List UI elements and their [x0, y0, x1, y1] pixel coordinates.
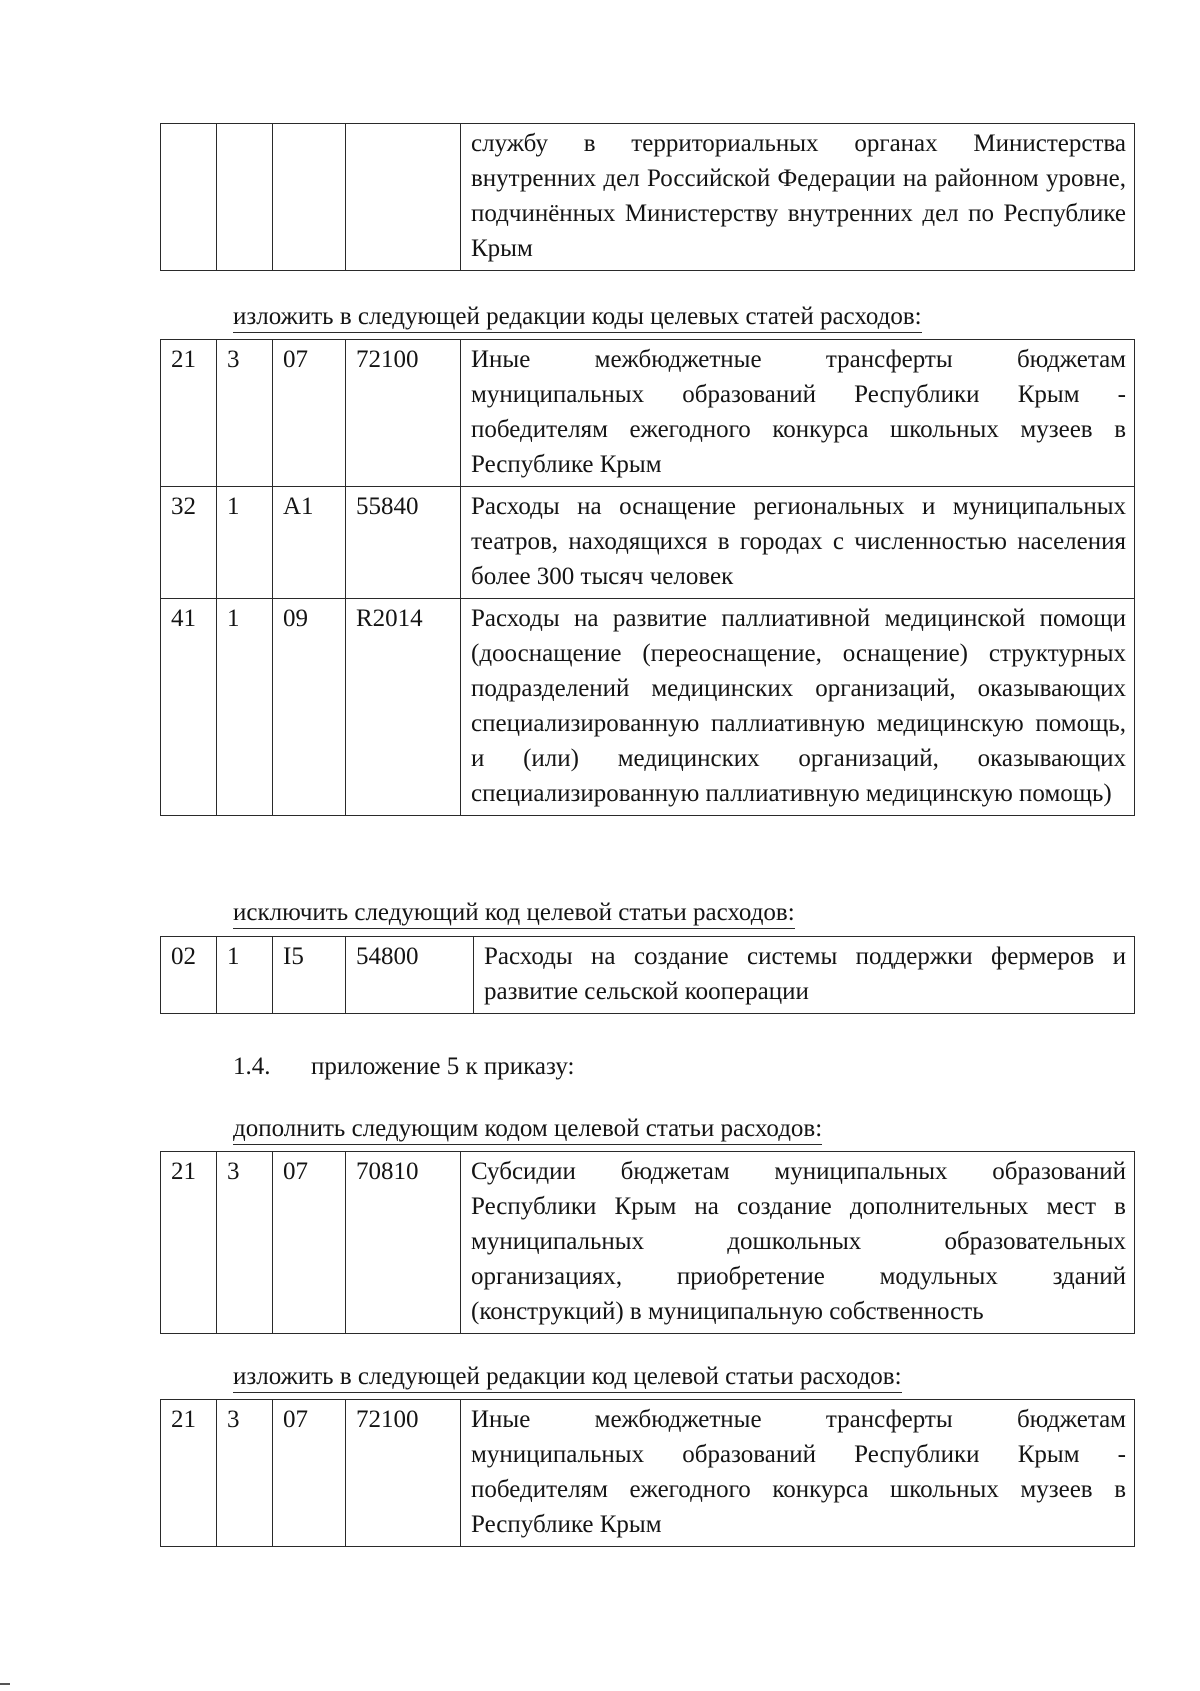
- table-row: [161, 599, 1135, 816]
- code-cell: 32: [161, 487, 217, 599]
- code-cell: 41: [161, 599, 217, 816]
- code-cell: 21: [161, 1152, 217, 1334]
- section-d-heading: изложить в следующей редакции код целевой статьи расходов:: [233, 1362, 902, 1393]
- code-cell: 02: [161, 937, 217, 1014]
- code-cell: 3: [217, 340, 273, 487]
- code-cell: [273, 124, 346, 271]
- description-cell: Иные межбюджетные трансферты бюджетам муниципальных образований Республики Крым - победителям ежегодного конкурса школьных музеев в Республике Крым: [461, 1400, 1135, 1547]
- table-row: [161, 487, 1135, 599]
- section-b-heading: исключить следующий код целевой статьи расходов:: [233, 898, 795, 929]
- continuation-table: [160, 123, 1135, 271]
- code-cell: 70810: [346, 1152, 461, 1334]
- section-c-table: [160, 1151, 1135, 1334]
- code-cell: 09: [273, 599, 346, 816]
- description-cell: Иные межбюджетные трансферты бюджетам муниципальных образований Республики Крым - победителям ежегодного конкурса школьных музеев в Республике Крым: [461, 340, 1135, 487]
- code-cell: 72100: [346, 1400, 461, 1547]
- description-cell: Расходы на оснащение региональных и муниципальных театров, находящихся в городах с численностью населения более 300 тысяч человек: [461, 487, 1135, 599]
- table-row: [161, 340, 1135, 487]
- code-cell: [217, 124, 273, 271]
- description-cell: Расходы на создание системы поддержки фермеров и развитие сельской кооперации: [474, 937, 1135, 1014]
- code-cell: 21: [161, 340, 217, 487]
- code-cell: 07: [273, 340, 346, 487]
- code-cell: 07: [273, 1400, 346, 1547]
- description-cell: службу в территориальных органах Министерства внутренних дел Российской Федерации на районном уровне, подчинённых Министерству внутренних дел по Республике Крым: [461, 124, 1135, 271]
- code-cell: 21: [161, 1400, 217, 1547]
- section-b-table: [160, 936, 1135, 1014]
- code-cell: 1: [217, 487, 273, 599]
- code-cell: 55840: [346, 487, 461, 599]
- description-cell: Субсидии бюджетам муниципальных образований Республики Крым на создание дополнительных мест в муниципальных дошкольных образовательных организациях, приобретение модульных зданий (конструкций) в муниципальную собственность: [461, 1152, 1135, 1334]
- code-cell: 3: [217, 1400, 273, 1547]
- item-number: 1.4.: [233, 1053, 271, 1080]
- section-a-table: [160, 339, 1135, 816]
- section-c-heading: дополнить следующим кодом целевой статьи расходов:: [233, 1114, 822, 1145]
- code-cell: [346, 124, 461, 271]
- scan-edge-mark: [0, 1683, 10, 1685]
- description-cell: Расходы на развитие паллиативной медицинской помощи (дооснащение (переоснащение, оснащение) структурных подразделений медицинских организаций, оказывающих специализированную паллиативную медицинскую помощь, и (или) медицинских организаций, оказывающих специализированную паллиативную медицинскую помощь): [461, 599, 1135, 816]
- code-cell: I5: [273, 937, 346, 1014]
- code-cell: 1: [217, 937, 273, 1014]
- section-a-heading: изложить в следующей редакции коды целевых статей расходов:: [233, 302, 922, 333]
- code-cell: 54800: [346, 937, 474, 1014]
- table-row: [161, 124, 1135, 271]
- table-row: [161, 1400, 1135, 1547]
- table-row: [161, 1152, 1135, 1334]
- section-d-table: [160, 1399, 1135, 1547]
- code-cell: 3: [217, 1152, 273, 1334]
- code-cell: [161, 124, 217, 271]
- code-cell: R2014: [346, 599, 461, 816]
- code-cell: 07: [273, 1152, 346, 1334]
- code-cell: A1: [273, 487, 346, 599]
- item-1-4: [233, 1052, 575, 1082]
- code-cell: 72100: [346, 340, 461, 487]
- table-row: [161, 937, 1135, 1014]
- code-cell: 1: [217, 599, 273, 816]
- item-text: приложение 5 к приказу:: [311, 1053, 575, 1080]
